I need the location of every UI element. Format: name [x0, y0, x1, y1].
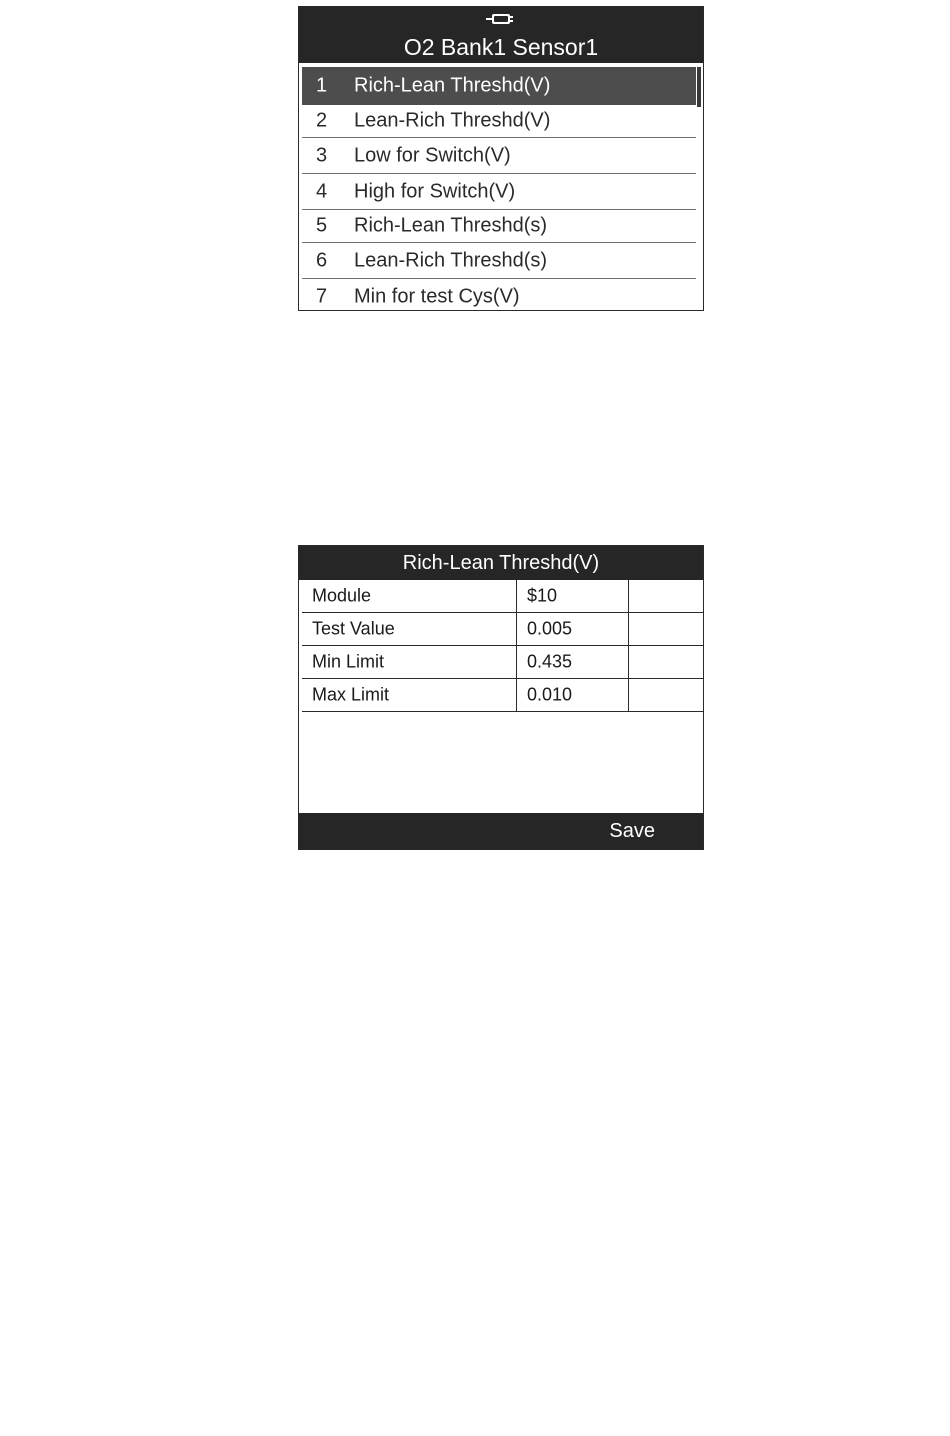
table-row	[302, 613, 703, 646]
row-extra-cell	[629, 646, 703, 678]
menu-item-2[interactable]	[302, 105, 696, 138]
footer-bar	[299, 813, 703, 849]
page-title: O2 Bank1 Sensor1	[403, 34, 599, 60]
menu-item-number: 5	[316, 214, 328, 237]
menu-item-number: 3	[316, 144, 328, 166]
menu-item-number: 4	[316, 180, 328, 202]
table-row	[302, 646, 703, 679]
menu-header	[299, 7, 703, 63]
menu-item-number: 6	[316, 249, 328, 271]
menu-item-6[interactable]	[302, 243, 696, 279]
row-label: Test Value	[312, 618, 395, 639]
menu-item-label: Lean-Rich Threshd(s)	[354, 249, 548, 271]
row-label-cell	[302, 613, 517, 645]
row-extra-cell	[629, 679, 703, 711]
row-label-cell	[302, 580, 517, 612]
scrollbar[interactable]	[697, 67, 701, 107]
menu-item-label: Min for test Cys(V)	[354, 285, 520, 308]
menu-item-label: Low for Switch(V)	[354, 144, 511, 166]
row-label-cell	[302, 646, 517, 678]
menu-item-label: Lean-Rich Threshd(V)	[354, 109, 551, 132]
menu-item-number: 7	[316, 285, 328, 308]
menu-item-1[interactable]	[302, 67, 696, 105]
row-value: 0.005	[527, 618, 573, 639]
row-value: 0.010	[527, 684, 573, 705]
row-label-cell	[302, 679, 517, 711]
table-row	[302, 580, 703, 613]
menu-item-7[interactable]	[302, 279, 696, 311]
row-label: Min Limit	[312, 651, 385, 672]
menu-item-label: Rich-Lean Threshd(V)	[354, 74, 551, 97]
result-title: Rich-Lean Threshd(V)	[299, 546, 703, 580]
menu-item-label: High for Switch(V)	[354, 180, 516, 202]
save-button[interactable]: Save	[609, 813, 655, 849]
test-result-screen	[298, 545, 704, 850]
row-value-cell	[517, 580, 629, 612]
menu-item-3[interactable]	[302, 138, 696, 174]
menu-item-number: 2	[316, 109, 328, 132]
row-extra-cell	[629, 580, 703, 612]
row-label: Max Limit	[312, 684, 390, 705]
row-value-cell	[517, 646, 629, 678]
row-label: Module	[312, 585, 372, 606]
menu-item-5[interactable]	[302, 210, 696, 243]
o2-sensor-menu-screen	[298, 6, 704, 311]
menu-item-label: Rich-Lean Threshd(s)	[354, 214, 548, 237]
result-table	[302, 580, 703, 712]
row-value: $10	[527, 585, 558, 606]
table-row	[302, 679, 703, 712]
menu-item-4[interactable]	[302, 174, 696, 210]
test-menu-list	[302, 67, 696, 311]
row-value: 0.435	[527, 651, 573, 672]
row-value-cell	[517, 679, 629, 711]
obd-connector-icon	[486, 13, 516, 25]
row-extra-cell	[629, 613, 703, 645]
menu-item-number: 1	[316, 74, 328, 97]
row-value-cell	[517, 613, 629, 645]
